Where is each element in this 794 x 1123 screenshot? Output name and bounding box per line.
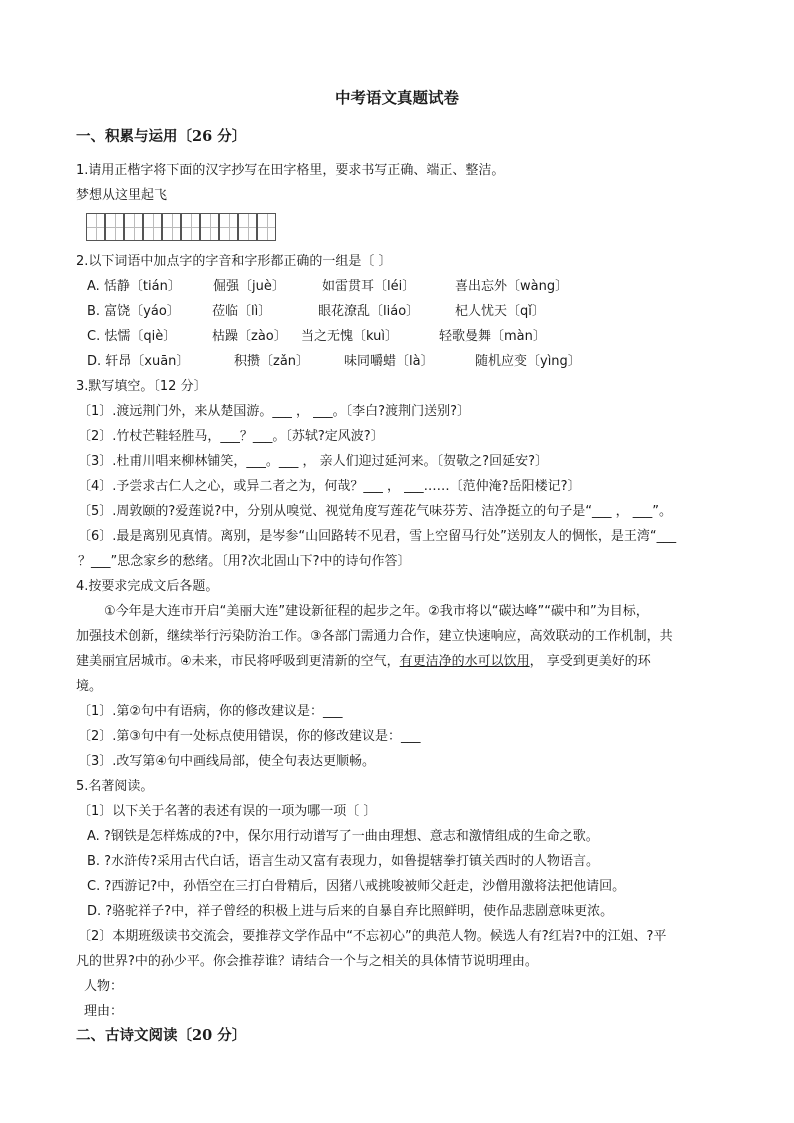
q3-item-4: 〔4〕.予尝求古仁人之心，或异二者之为，何哉？___ ， ___……〔范仲淹?岳阳楼记?〕 (78, 479, 581, 494)
question-3: 3.默写填空。〔12 分〕 (76, 379, 207, 394)
option-a-3: 如雷贯耳〔léi〕 (322, 279, 416, 294)
q5-sub-1: 〔1〕以下关于名著的表述有误的一项为哪一项〔 〕 (78, 804, 377, 819)
option-b-1: B. 富饶〔yáo〕 (87, 304, 180, 319)
q3-item-6-cont: ？___”思念家乡的愁绪。〔用?次北固山下?中的诗句作答〕 (78, 554, 411, 569)
grid-cell[interactable] (181, 213, 200, 241)
option-d-1: D. 轩昂〔xuān〕 (87, 354, 190, 369)
q5-sub-2-cont: 凡的世界?中的孙少平。你会推荐谁？请结合一个与之相关的具体情节说明理由。 (76, 954, 538, 969)
question-4: 4.按要求完成文后各题。 (76, 579, 219, 594)
q3-item-6: 〔6〕.最是离别见真情。离别，是岑参“山回路转不见君，雪上空留马行处”送别友人的惆怅，是王湾“___ (78, 529, 677, 544)
grid-cell[interactable] (200, 213, 219, 241)
option-a-4: 喜出忘外〔wàng〕 (455, 279, 569, 294)
grid-cell[interactable] (257, 213, 276, 241)
q4-passage-line-3 (76, 653, 651, 671)
option-b-2: 莅临〔lì〕 (212, 304, 272, 319)
answer-label-reason: 理由： (84, 1004, 124, 1019)
q3-item-2: 〔2〕.竹杖芒鞋轻胜马，___？___。〔苏轼?定风波?〕 (78, 429, 384, 444)
page-title: 中考语文真题试卷 (334, 88, 459, 107)
option-c-2: 枯躁〔zào〕 (212, 329, 287, 344)
option-b-4: 杞人忧天〔qǐ〕 (455, 304, 545, 319)
option-d-4: 随机应变〔yìng〕 (475, 354, 581, 369)
q4-passage-line-4: 境。 (76, 679, 103, 694)
option-c-4: 轻歌曼舞〔màn〕 (439, 329, 546, 344)
grid-cell[interactable] (105, 213, 124, 241)
option-b-3: 眼花潦乱〔liáo〕 (318, 304, 420, 319)
option-c-3: 当之无愧〔kuì〕 (301, 329, 398, 344)
q5-option-c: C. ?西游记?中，孙悟空在三打白骨精后，因猪八戒挑唆被师父赶走，沙僧用激将法把他请回。 (87, 879, 626, 894)
q3-item-3: 〔3〕.杜甫川唱来柳林铺笑，___。___ ， 亲人们迎过延河来。〔贺敬之?回延安?〕 (78, 454, 548, 469)
q4-item-1: 〔1〕.第②句中有语病，你的修改建议是：___ (78, 704, 343, 719)
question-5: 5.名著阅读。 (76, 779, 154, 794)
grid-cell[interactable] (219, 213, 238, 241)
q3-item-5: 〔5〕.周敦颐的?爱莲说?中，分别从嗅觉、视觉角度写莲花气味芬芳、洁净挺立的句子是“___ ， ___”。 (78, 504, 672, 519)
q4-passage-line-2: 加强技术创新，继续举行污染防治工作。③各部门需通力合作，建立快速响应，高效联动的工作机制，共 (76, 629, 673, 644)
option-d-2: 积攒〔zǎn〕 (234, 354, 310, 369)
q3-item-1: 〔1〕.渡远荆门外，来从楚国游。___ ， ___。〔李白?渡荆门送别?〕 (78, 404, 470, 419)
grid-cell[interactable] (238, 213, 257, 241)
grid-cell[interactable] (162, 213, 181, 241)
underlined-phrase: 有更洁净的水可以饮用 (399, 654, 530, 669)
q4-passage-line-1: ①今年是大连市开启“美丽大连”建设新征程的起步之年。②我市将以“碳达峰”“碳中和”为目标， (104, 604, 649, 619)
q5-sub-2: 〔2〕本期班级读书交流会，要推荐文学作品中“不忘初心”的典范人物。候选人有?红岩?中的江姐、?平 (78, 929, 667, 944)
q4-item-2: 〔2〕.第③句中有一处标点使用错误，你的修改建议是：___ (78, 729, 421, 744)
option-c-1: C. 怯懦〔qiè〕 (87, 329, 177, 344)
tianzige-grid[interactable] (86, 213, 276, 241)
q5-option-a: A. ?钢铁是怎样炼成的?中，保尔用行动谱写了一曲由理想、意志和激情组成的生命之歌。 (87, 829, 599, 844)
option-a-2: 倔强〔juè〕 (213, 279, 285, 294)
answer-label-person: 人物： (84, 979, 124, 994)
q4-item-3: 〔3〕.改写第④句中画线局部，使全句表达更顺畅。 (78, 754, 376, 769)
option-d-3: 味同嚼蜡〔là〕 (344, 354, 434, 369)
grid-cell[interactable] (143, 213, 162, 241)
question-2: 2.以下词语中加点字的字音和字形都正确的一组是〔 〕 (76, 254, 392, 269)
section-heading-2: 二、古诗文阅读〔20 分〕 (76, 1027, 247, 1044)
q5-option-d: D. ?骆驼祥子?中，祥子曾经的积极上进与后来的自暴自弃比照鲜明，使作品悲剧意味更浓。 (87, 904, 614, 919)
question-1-text: 梦想从这里起飞 (76, 188, 168, 203)
q4-passage-text-end: ， 享受到更美好的环 (529, 654, 651, 669)
question-1: 1.请用正楷字将下面的汉字抄写在田字格里，要求书写正确、端正、整洁。 (76, 163, 505, 178)
q5-option-b: B. ?水浒传?采用古代白话，语言生动又富有表现力，如鲁提辖拳打镇关西时的人物语言。 (87, 854, 599, 869)
q4-passage-text: 建美丽宜居城市。④未来，市民将呼吸到更清新的空气， (76, 654, 400, 669)
grid-cell[interactable] (124, 213, 143, 241)
grid-cell[interactable] (86, 213, 105, 241)
option-a-1: A. 恬静〔tián〕 (87, 279, 181, 294)
section-heading-1: 一、积累与运用〔26 分〕 (76, 128, 247, 145)
